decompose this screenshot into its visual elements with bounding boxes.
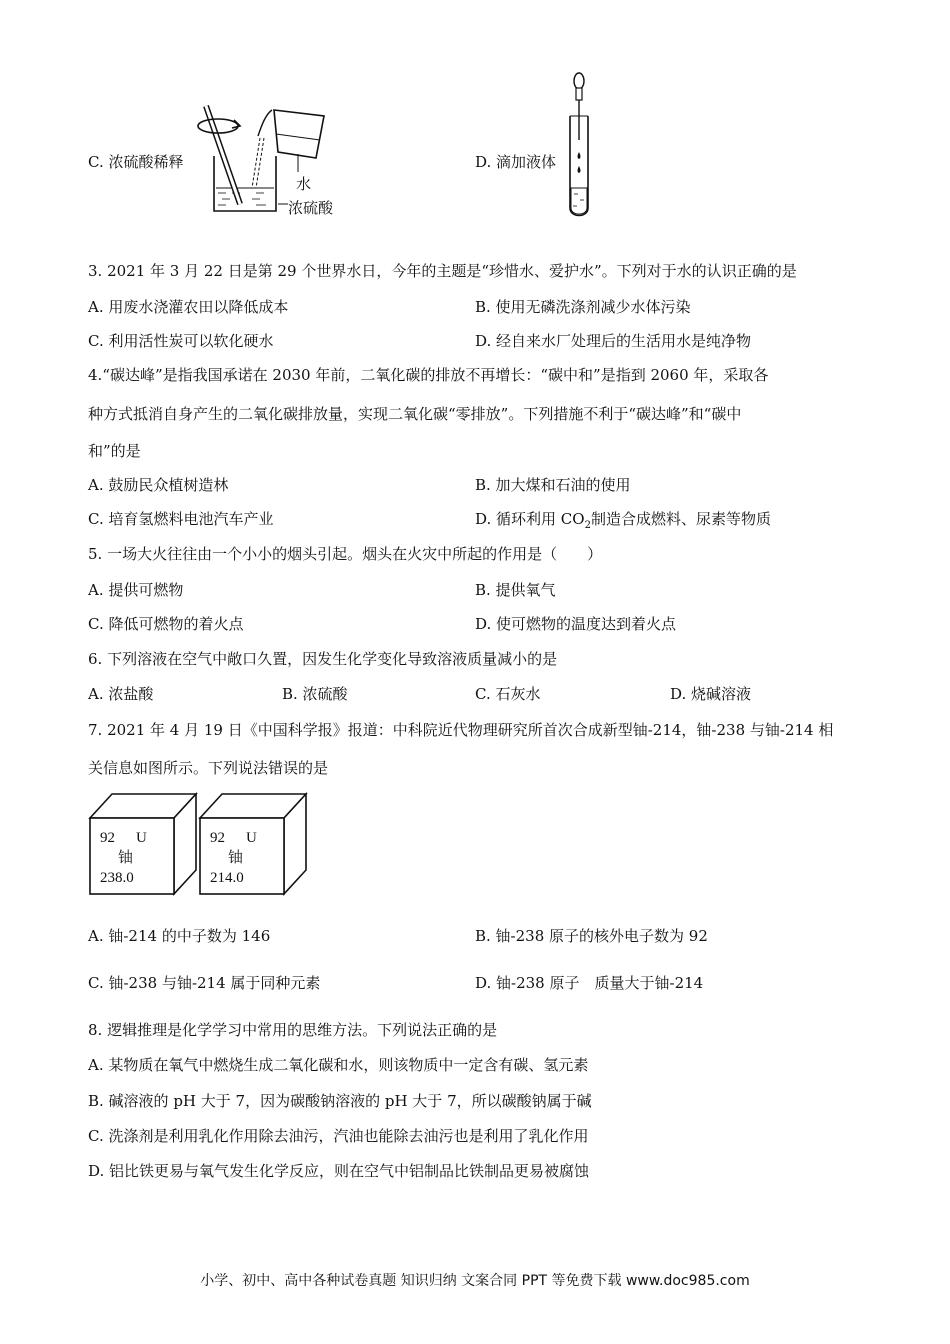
q4-option-d-post: 制造合成燃料、尿素等物质 [590,510,771,528]
q8-stem: 8. 逻辑推理是化学学习中常用的思维方法。下列说法正确的是 [88,1021,498,1039]
page-footer: 小学、初中、高中各种试卷真题 知识归纳 文案合同 PPT 等免费下载 www.doc985.com [200,1273,750,1289]
q4-option-d [475,508,771,531]
q8-option-d: D. 铝比铁更易与氧气发生化学反应，则在空气中铝制品比铁制品更易被腐蚀 [88,1162,590,1180]
q7-option-a: A. 铀-214 的中子数为 146 [88,927,271,945]
q5-option-a: A. 提供可燃物 [88,581,184,599]
q3-option-d: D. 经自来水厂处理后的生活用水是纯净物 [475,332,752,350]
q2-option-d: D. 滴加液体 [475,153,557,171]
q4-option-d-pre: D. 循环利用 CO [475,510,585,528]
q3-stem: 3. 2021 年 3 月 22 日是第 29 个世界水日，今年的主题是“珍惜水、爱护水”。下列对于水的认识正确的是 [88,262,797,280]
q4-stem-line3: 和”的是 [88,442,141,460]
u214-mass: 214.0 [210,870,244,886]
u214-name: 铀 [228,848,244,866]
q8-option-b: B. 碱溶液的 pH 大于 7，因为碳酸钠溶液的 pH 大于 7，所以碳酸钠属于碱 [88,1092,592,1110]
q7-stem-line1: 7. 2021 年 4 月 19 日《中国科学报》报道：中科院近代物理研究所首次合成新型铀-214，铀-238 与铀-214 相 [88,721,834,739]
u238-mass: 238.0 [100,870,134,886]
q6-option-a: A. 浓盐酸 [88,685,154,703]
u238-number: 92 [100,830,115,846]
q3-option-b: B. 使用无磷洗涤剂减少水体污染 [475,298,691,316]
q4-option-d-sub: 2 [584,520,591,531]
q5-stem: 5. 一场大火往往由一个小小的烟头引起。烟头在火灾中所起的作用是（ ） [88,545,603,563]
q2-option-c: C. 浓硫酸稀释 [88,153,184,171]
q7-stem-line2: 关信息如图所示。下列说法错误的是 [88,759,329,777]
q6-option-b: B. 浓硫酸 [282,685,348,703]
q3-option-c: C. 利用活性炭可以软化硬水 [88,332,274,350]
u214-symbol: U [246,830,257,846]
q5-option-d: D. 使可燃物的温度达到着火点 [475,615,677,633]
q4-stem-line2: 种方式抵消自身产生的二氧化碳排放量，实现二氧化碳“零排放”。下列措施不利于“碳达峰”和“碳中 [88,405,742,423]
label-concentrated-acid: 浓硫酸 [288,199,334,217]
u238-name: 铀 [118,848,134,866]
uranium-element-cards [88,790,312,900]
q6-stem: 6. 下列溶液在空气中敞口久置，因发生化学变化导致溶液质量减小的是 [88,650,558,668]
label-water: 水 [296,175,312,193]
q7-option-c: C. 铀-238 与铀-214 属于同种元素 [88,974,321,992]
q8-option-c: C. 洗涤剂是利用乳化作用除去油污，汽油也能除去油污也是利用了乳化作用 [88,1127,589,1145]
q4-option-a: A. 鼓励民众植树造林 [88,476,229,494]
q6-option-c: C. 石灰水 [475,685,541,703]
q4-stem-line1: 4.“碳达峰”是指我国承诺在 2030 年前，二氧化碳的排放不再增长：“碳中和”是指到 2060 年，采取各 [88,366,769,384]
q8-option-a: A. 某物质在氧气中燃烧生成二氧化碳和水，则该物质中一定含有碳、氢元素 [88,1056,589,1074]
q7-option-b: B. 铀-238 原子的核外电子数为 92 [475,927,708,945]
q6-option-d: D. 烧碱溶液 [670,685,752,703]
q5-option-b: B. 提供氧气 [475,581,556,599]
q7-option-d: D. 铀-238 原子 质量大于铀-214 [475,974,704,992]
q4-option-b: B. 加大煤和石油的使用 [475,476,631,494]
u214-number: 92 [210,830,225,846]
dropper-test-tube-diagram [562,70,598,222]
q4-option-c: C. 培育氢燃料电池汽车产业 [88,510,274,528]
uranium-214-card [200,794,306,894]
uranium-238-card [90,794,196,894]
u238-symbol: U [136,830,147,846]
q5-option-c: C. 降低可燃物的着火点 [88,615,244,633]
q3-option-a: A. 用废水浇灌农田以降低成本 [88,298,289,316]
